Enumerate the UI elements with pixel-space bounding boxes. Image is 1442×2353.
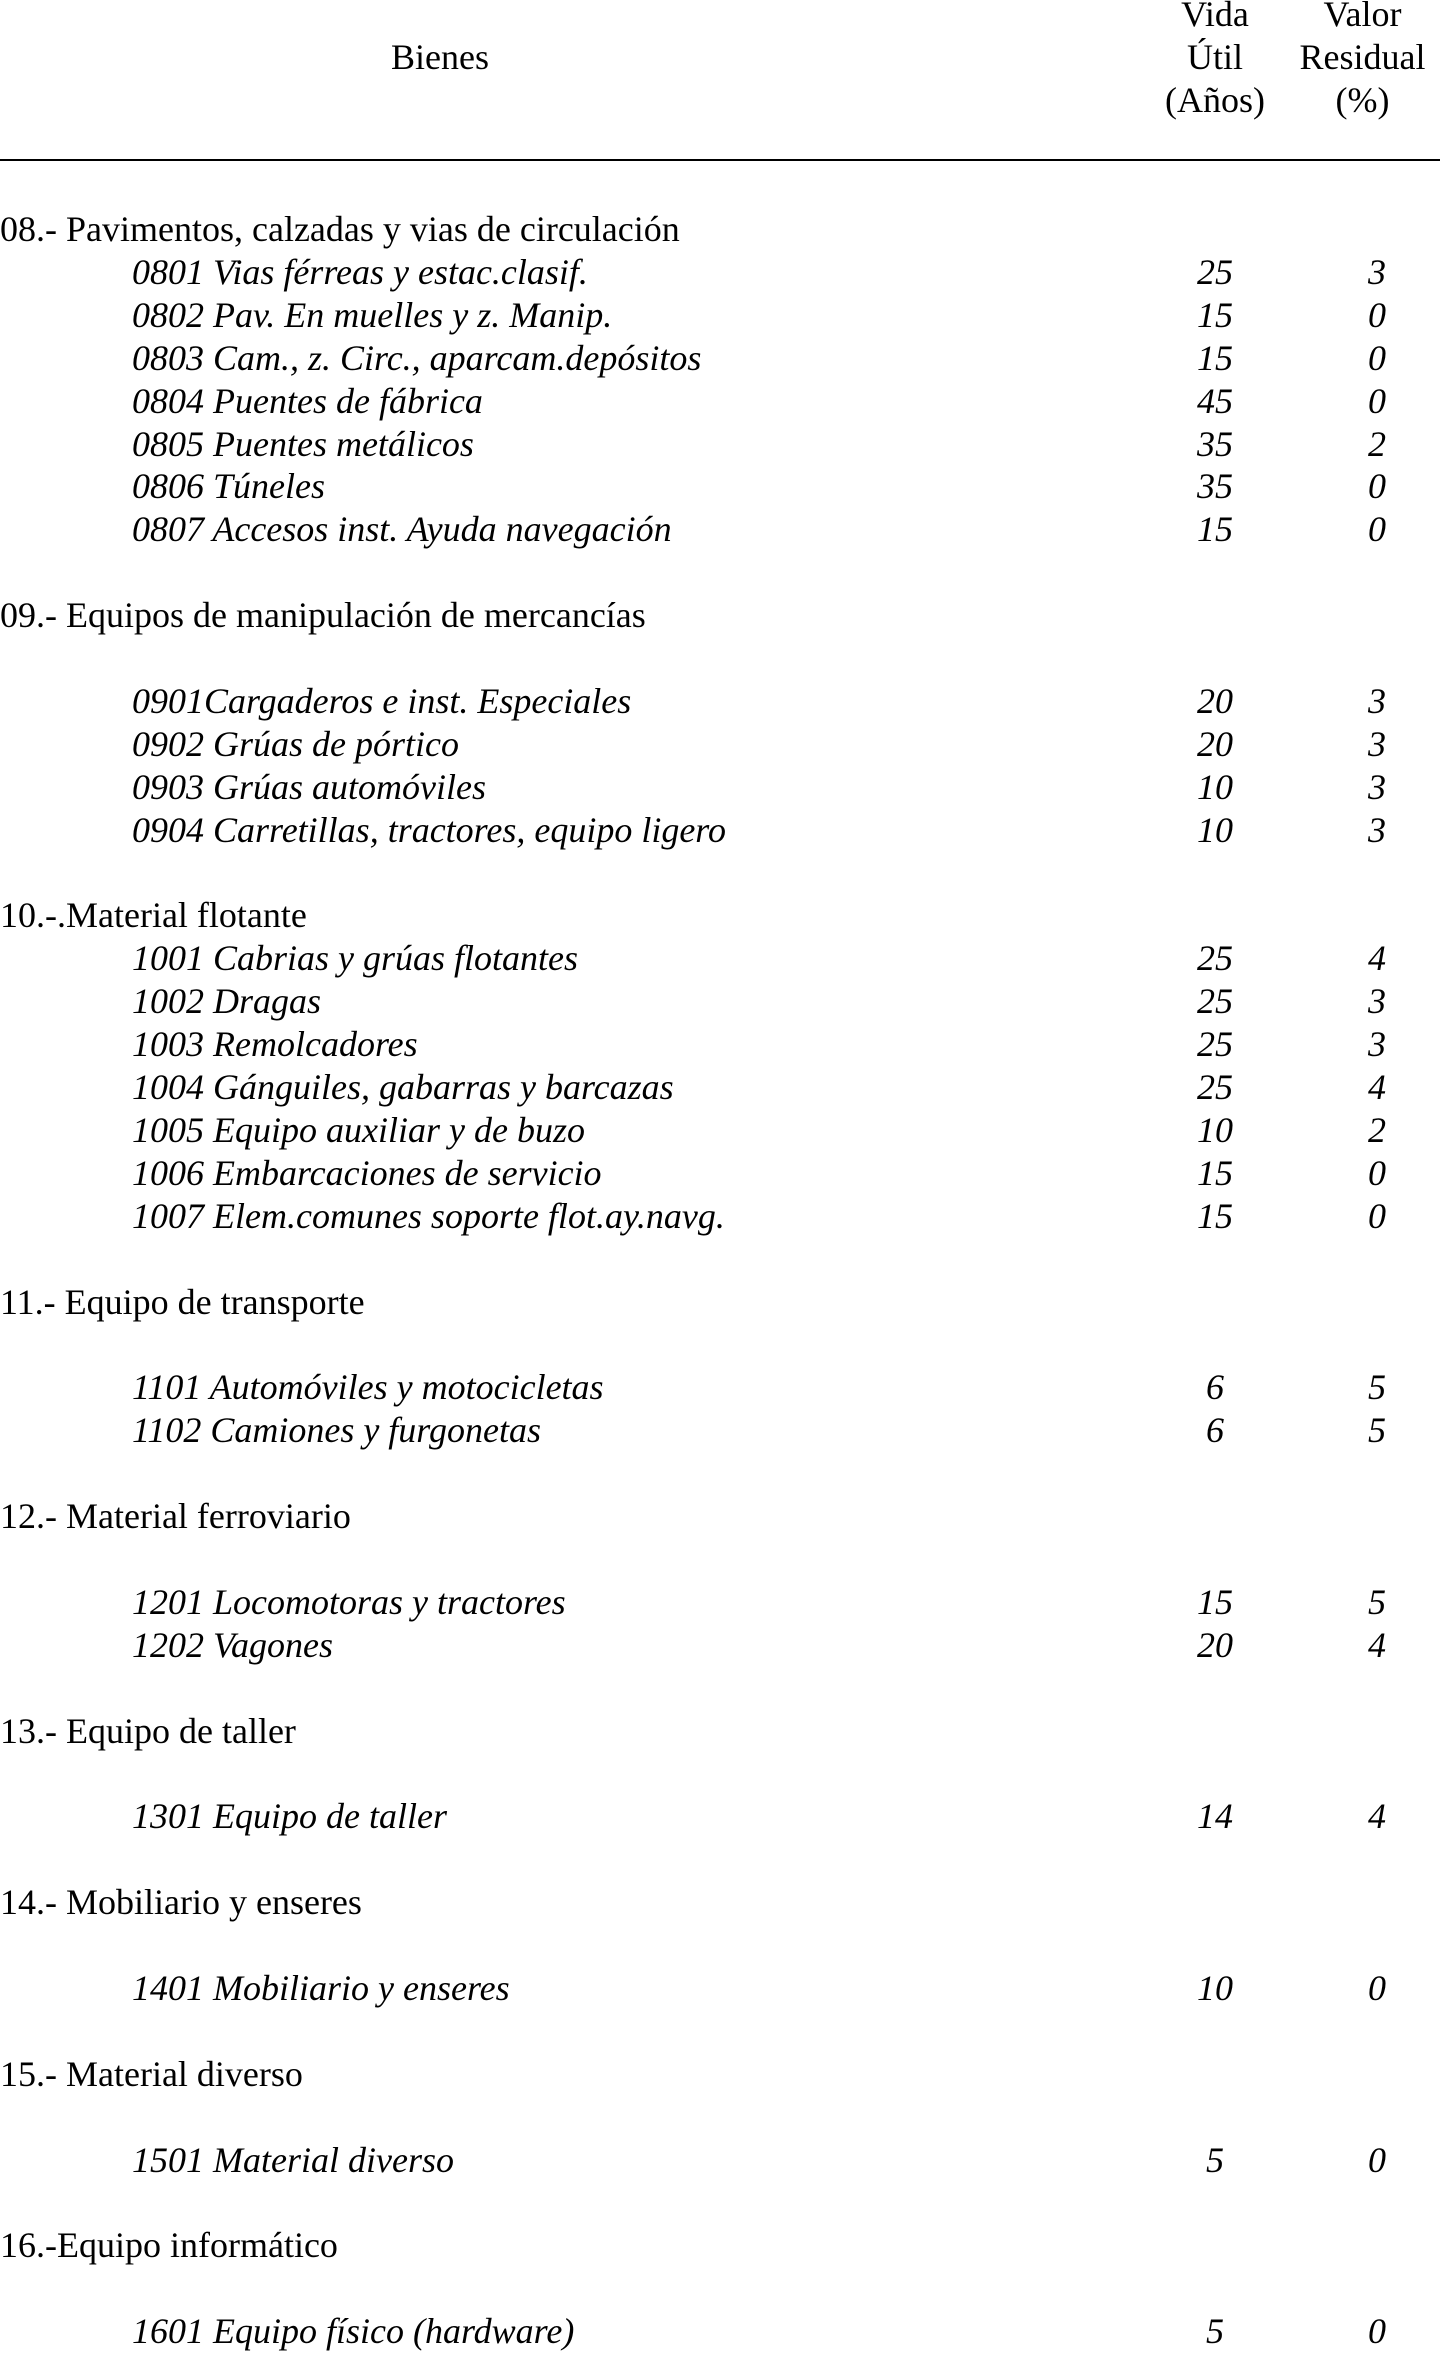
item-valor-residual: 5 bbox=[1368, 1410, 1386, 1451]
table-row bbox=[0, 380, 1442, 423]
table-row bbox=[0, 680, 1442, 723]
item-label: 0802 Pav. En muelles y z. Manip. bbox=[132, 294, 613, 335]
item-vida-util: 15 bbox=[1197, 1152, 1233, 1193]
item-valor-residual: 3 bbox=[1368, 1024, 1386, 1065]
item-valor-residual: 0 bbox=[1368, 2311, 1386, 2352]
item-valor-residual: 0 bbox=[1368, 1152, 1386, 1193]
item-label: 0901Cargaderos e inst. Especiales bbox=[132, 680, 632, 721]
item-vida-util: 35 bbox=[1197, 466, 1233, 507]
table-row bbox=[0, 294, 1442, 337]
category-row bbox=[0, 2224, 1442, 2267]
item-label: 0803 Cam., z. Circ., aparcam.depósitos bbox=[132, 337, 702, 378]
table-row bbox=[0, 1967, 1442, 2010]
item-vida-util: 10 bbox=[1197, 1967, 1233, 2008]
category-title: 14.- Mobiliario y enseres bbox=[0, 1882, 362, 1923]
item-valor-residual: 0 bbox=[1368, 294, 1386, 335]
item-label: 1201 Locomotoras y tractores bbox=[132, 1581, 566, 1622]
item-valor-residual: 0 bbox=[1368, 1967, 1386, 2008]
table-row bbox=[0, 1366, 1442, 1409]
item-valor-residual: 0 bbox=[1368, 466, 1386, 507]
category-row bbox=[0, 1710, 1442, 1753]
item-label: 1004 Gánguiles, gabarras y barcazas bbox=[132, 1067, 674, 1107]
item-valor-residual: 0 bbox=[1368, 337, 1386, 378]
item-label: 0804 Puentes de fábrica bbox=[132, 380, 483, 421]
item-vida-util: 20 bbox=[1197, 723, 1233, 764]
item-vida-util: 14 bbox=[1197, 1796, 1233, 1837]
item-label: 0806 Túneles bbox=[132, 466, 325, 507]
item-label: 0805 Puentes metálicos bbox=[132, 423, 474, 464]
table-row bbox=[0, 508, 1442, 551]
item-vida-util: 15 bbox=[1197, 294, 1233, 335]
item-label: 1202 Vagones bbox=[132, 1624, 333, 1665]
category-title: 13.- Equipo de taller bbox=[0, 1710, 296, 1751]
item-label: 1007 Elem.comunes soporte flot.ay.navg. bbox=[132, 1195, 725, 1236]
category-title: 12.- Material ferroviario bbox=[0, 1496, 351, 1536]
category-title: 15.- Material diverso bbox=[0, 2053, 303, 2094]
item-label: 0903 Grúas automóviles bbox=[132, 766, 486, 807]
item-label: 1601 Equipo físico (hardware) bbox=[132, 2311, 575, 2352]
category-title: 10.-.Material flotante bbox=[0, 895, 307, 936]
item-vida-util: 15 bbox=[1197, 1195, 1233, 1236]
item-valor-residual: 3 bbox=[1368, 723, 1386, 764]
item-vida-util: 6 bbox=[1206, 1367, 1224, 1408]
item-label: 1101 Automóviles y motocicletas bbox=[132, 1367, 604, 1408]
item-label: 1301 Equipo de taller bbox=[132, 1796, 447, 1837]
item-label: 1001 Cabrias y grúas flotantes bbox=[132, 938, 579, 979]
table-row bbox=[0, 1152, 1442, 1195]
table-row bbox=[0, 465, 1442, 508]
table-row bbox=[0, 937, 1442, 980]
header-valor-residual bbox=[1280, 0, 1442, 122]
item-vida-util: 15 bbox=[1197, 1581, 1233, 1622]
category-title: 16.-Equipo informático bbox=[0, 2225, 338, 2266]
header-vida-util bbox=[1140, 0, 1290, 122]
item-valor-residual: 4 bbox=[1368, 1624, 1386, 1665]
category-row bbox=[0, 1281, 1442, 1324]
item-label: 0801 Vias férreas y estac.clasif. bbox=[132, 251, 588, 292]
item-valor-residual: 3 bbox=[1368, 766, 1386, 807]
header-bienes: Bienes bbox=[391, 37, 489, 77]
table-row bbox=[0, 1409, 1442, 1452]
item-label: 1401 Mobiliario y enseres bbox=[132, 1967, 510, 2008]
category-row bbox=[0, 1495, 1442, 1538]
table-row bbox=[0, 1023, 1442, 1066]
item-valor-residual: 4 bbox=[1368, 938, 1386, 979]
item-vida-util: 35 bbox=[1197, 423, 1233, 464]
item-vida-util: 5 bbox=[1206, 2139, 1224, 2180]
table-row bbox=[0, 1109, 1442, 1152]
item-valor-residual: 2 bbox=[1368, 1109, 1386, 1150]
category-row bbox=[0, 594, 1442, 637]
table-row bbox=[0, 2310, 1442, 2353]
table-row bbox=[0, 766, 1442, 809]
item-valor-residual: 5 bbox=[1368, 1581, 1386, 1622]
table-row bbox=[0, 2139, 1442, 2182]
table-row bbox=[0, 980, 1442, 1023]
item-vida-util: 25 bbox=[1197, 251, 1233, 292]
table-row bbox=[0, 1624, 1442, 1667]
category-title: 09.- Equipos de manipulación de mercancías bbox=[0, 595, 646, 636]
item-valor-residual: 5 bbox=[1368, 1367, 1386, 1408]
item-label: 0902 Grúas de pórtico bbox=[132, 723, 459, 764]
item-vida-util: 10 bbox=[1197, 766, 1233, 807]
table-row bbox=[0, 251, 1442, 294]
item-valor-residual: 4 bbox=[1368, 1796, 1386, 1837]
item-valor-residual: 0 bbox=[1368, 1195, 1386, 1236]
header-divider bbox=[0, 159, 1440, 161]
table-row bbox=[0, 1795, 1442, 1838]
item-label: 1005 Equipo auxiliar y de buzo bbox=[132, 1109, 585, 1150]
item-label: 0807 Accesos inst. Ayuda navegación bbox=[132, 509, 672, 550]
item-valor-residual: 0 bbox=[1368, 380, 1386, 421]
category-title: 08.- Pavimentos, calzadas y vias de circulación bbox=[0, 209, 680, 249]
header-vida-line: (Años) bbox=[1165, 80, 1265, 120]
item-valor-residual: 3 bbox=[1368, 981, 1386, 1022]
category-title: 11.- Equipo de transporte bbox=[0, 1281, 365, 1322]
table-row bbox=[0, 723, 1442, 766]
item-valor-residual: 0 bbox=[1368, 509, 1386, 550]
header-vida-line: Vida bbox=[1181, 0, 1249, 34]
item-label: 1003 Remolcadores bbox=[132, 1024, 418, 1065]
table-row bbox=[0, 1195, 1442, 1238]
header-vida-line: Útil bbox=[1186, 37, 1243, 77]
item-valor-residual: 2 bbox=[1368, 423, 1386, 464]
table-row bbox=[0, 1581, 1442, 1624]
item-valor-residual: 3 bbox=[1368, 680, 1386, 721]
header-valor-line: (%) bbox=[1335, 80, 1390, 120]
item-vida-util: 10 bbox=[1197, 1109, 1233, 1150]
item-vida-util: 5 bbox=[1206, 2311, 1224, 2352]
table-row bbox=[0, 1066, 1442, 1109]
item-vida-util: 25 bbox=[1197, 938, 1233, 979]
item-vida-util: 20 bbox=[1197, 1624, 1233, 1665]
item-vida-util: 25 bbox=[1197, 1024, 1233, 1065]
item-label: 1102 Camiones y furgonetas bbox=[132, 1410, 541, 1451]
item-vida-util: 20 bbox=[1197, 680, 1233, 721]
table-row bbox=[0, 337, 1442, 380]
item-label: 1006 Embarcaciones de servicio bbox=[132, 1152, 602, 1193]
category-row bbox=[0, 208, 1442, 251]
header-valor-line: Residual bbox=[1299, 37, 1426, 77]
item-valor-residual: 0 bbox=[1368, 2139, 1386, 2180]
table-row bbox=[0, 423, 1442, 466]
item-label: 0904 Carretillas, tractores, equipo ligero bbox=[132, 809, 726, 850]
category-row bbox=[0, 2053, 1442, 2096]
category-row bbox=[0, 894, 1442, 937]
item-valor-residual: 4 bbox=[1368, 1067, 1386, 1107]
item-label: 1002 Dragas bbox=[132, 981, 322, 1022]
item-vida-util: 25 bbox=[1197, 981, 1233, 1022]
item-valor-residual: 3 bbox=[1368, 251, 1386, 292]
table-row bbox=[0, 809, 1442, 852]
item-vida-util: 25 bbox=[1197, 1067, 1233, 1107]
item-vida-util: 10 bbox=[1197, 809, 1233, 850]
item-valor-residual: 3 bbox=[1368, 809, 1386, 850]
category-row bbox=[0, 1881, 1442, 1924]
item-vida-util: 15 bbox=[1197, 509, 1233, 550]
item-vida-util: 6 bbox=[1206, 1410, 1224, 1451]
item-vida-util: 15 bbox=[1197, 337, 1233, 378]
header-valor-line: Valor bbox=[1323, 0, 1402, 34]
item-label: 1501 Material diverso bbox=[132, 2139, 454, 2180]
item-vida-util: 45 bbox=[1197, 380, 1233, 421]
